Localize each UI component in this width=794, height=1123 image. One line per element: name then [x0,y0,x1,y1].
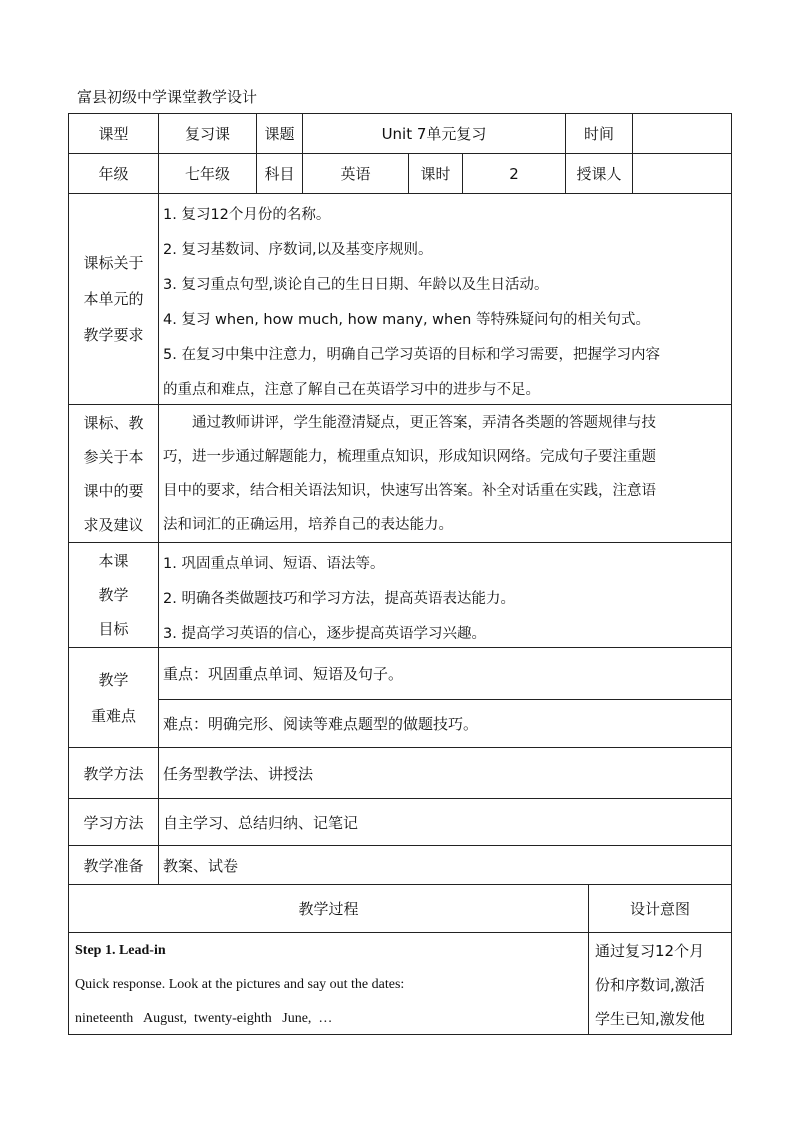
grid-line [731,113,732,1035]
suggestions-line: 目中的要求，结合相关语法知识，快速写出答案。补全对话重在实践，注意语 [163,483,656,499]
requirement-item: 5. 在复习中集中注意力，明确自己学习英语的目标和学习需要，把握学习内容 [163,347,660,363]
suggestions-text [163,406,729,542]
intent-header: 设计意图 [629,900,690,918]
objective-item: 2. 明确各类做题技巧和学习方法，提高英语表达能力。 [163,591,515,607]
requirement-item: 1. 复习12个月份的名称。 [163,207,331,223]
teacher-label: 授课人 [576,165,622,183]
suggestions-label-line: 参关于本 [83,447,144,466]
objectives-list [163,547,728,652]
subject-value: 英语 [340,165,371,183]
topic-label: 课题 [264,125,295,143]
lesson-type-value: 复习课 [184,125,230,143]
time-label: 时间 [583,125,614,143]
requirement-item: 4. 复习 when, how much, how many, when 等特殊疑问句的相关句式。 [163,312,650,328]
page-title: 富县初级中学课堂教学设计 [77,88,258,106]
requirement-item: 的重点和难点，注意了解自己在英语学习中的进步与不足。 [163,382,540,398]
focus-label-line: 重难点 [90,706,136,725]
preparation-label: 教学准备 [83,856,144,875]
intent-line: 学生已知,激发他 [595,1010,705,1028]
requirements-label [69,194,158,404]
requirements-label-line: 教学要求 [83,326,144,344]
requirements-label-line: 本单元的 [83,290,144,308]
preparation-value: 教案、试卷 [163,856,239,875]
suggestions-line: 巧，进一步通过解题能力，梳理重点知识，形成知识网络。完成句子要注重题 [163,449,656,465]
period-value: 2 [509,164,519,183]
focus-label [69,648,158,747]
grid-line [158,113,159,885]
step-line: nineteenth August, twenty-eighth June, … [75,1011,333,1026]
grid-line [68,542,732,543]
objective-item: 1. 巩固重点单词、短语、语法等。 [163,556,385,572]
suggestions-line: 通过教师讲评，学生能澄清疑点，更正答案，弄清各类题的答题规律与技 [192,415,656,431]
grade-label: 年级 [98,165,129,183]
step-title: Step 1. Lead-in [75,943,166,958]
teaching-method-label: 教学方法 [83,764,144,783]
suggestions-label-line: 求及建议 [83,515,144,534]
suggestions-label-line: 课标、教 [83,413,144,432]
key-point: 重点：巩固重点单词、短语及句子。 [163,665,404,683]
learning-method-label: 学习方法 [83,813,144,832]
topic-value: Unit 7单元复习 [381,125,487,143]
grid-line [68,932,732,933]
objective-item: 3. 提高学习英语的信心，逐步提高英语学习兴趣。 [163,626,486,642]
teacher-value [633,154,731,193]
intent-line: 份和序数词,激活 [595,976,705,994]
process-header: 教学过程 [298,900,359,918]
difficult-point: 难点：明确完形、阅读等难点题型的做题技巧。 [163,715,479,733]
requirements-list [163,198,728,408]
objectives-label-line: 本课 [98,552,129,570]
suggestions-line: 法和词汇的正确运用，培养自己的表达能力。 [163,517,453,533]
time-value [633,114,731,153]
suggestions-label [69,405,158,542]
intent-line: 通过复习12个月 [595,942,705,960]
objectives-label [69,543,158,647]
requirements-label-line: 课标关于 [83,254,144,272]
requirement-item: 2. 复习基数词、序数词,以及基变序规则。 [163,242,433,258]
teaching-method-value: 任务型教学法、讲授法 [163,764,314,783]
grid-line [68,193,732,194]
intent-text [595,934,729,1036]
period-label: 课时 [420,165,451,183]
focus-label-line: 教学 [98,670,129,689]
learning-method-value: 自主学习、总结归纳、记笔记 [163,813,359,832]
requirement-item: 3. 复习重点句型,谈论自己的生日日期、年龄以及生日活动。 [163,277,549,293]
lesson-type-label: 课型 [98,125,129,143]
objectives-label-line: 教学 [98,586,129,604]
grade-value: 七年级 [184,165,230,183]
objectives-label-line: 目标 [98,620,129,638]
suggestions-label-line: 课中的要 [83,481,144,500]
subject-label: 科目 [264,165,295,183]
process-step [75,934,585,1036]
step-line: Quick response. Look at the pictures and say out the dates: [75,977,405,992]
